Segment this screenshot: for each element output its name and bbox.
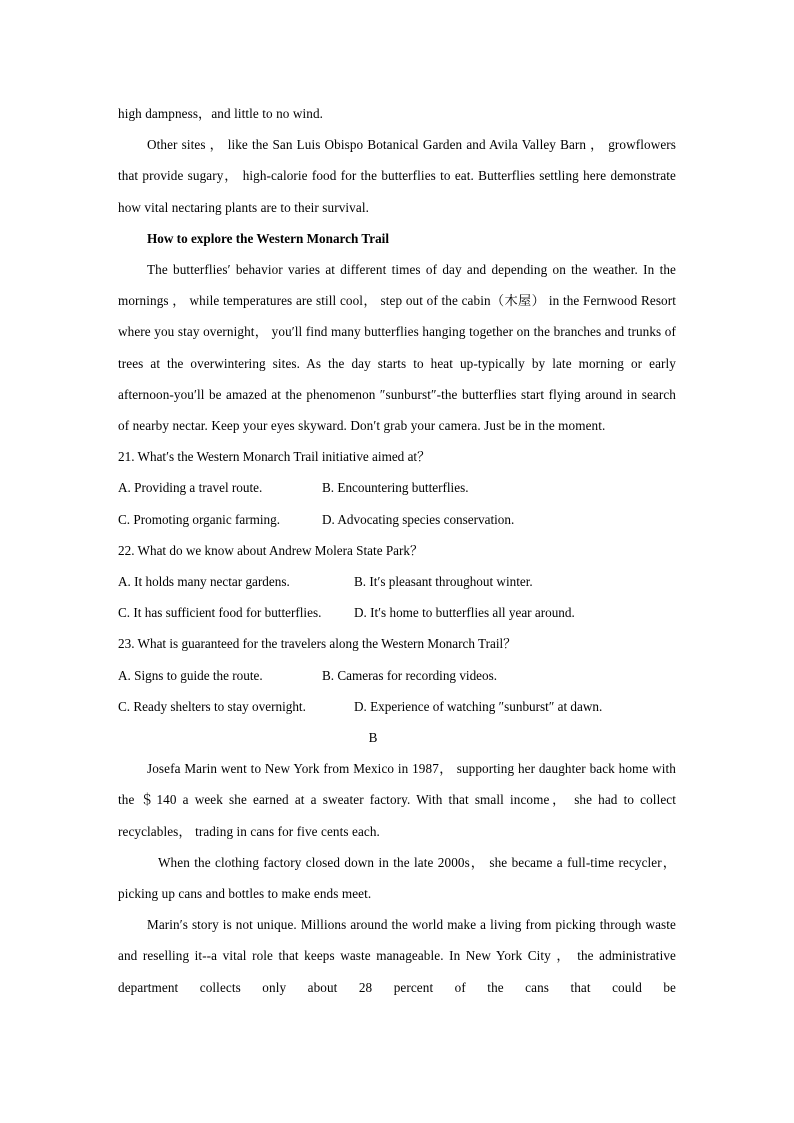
question-23-option-c[interactable]: C. Ready shelters to stay overnight. xyxy=(118,698,306,714)
question-21-option-d[interactable]: D. Advocating species conservation. xyxy=(322,511,515,527)
question-23-option-a[interactable]: A. Signs to guide the route. xyxy=(118,667,263,683)
paragraph-marin-story: Marin′s story is not unique. Millions around the world make a living from picking through waste and reselling it--a vital role that keeps waste manageable. In New York City ， the administrative department collects only about 28 percent of the cans that could be xyxy=(118,917,676,995)
question-23-options-row-1 xyxy=(118,660,676,691)
question-22-option-d[interactable]: D. It′s home to butterflies all year around. xyxy=(354,605,575,621)
question-22-option-b[interactable]: B. It′s pleasant throughout winter. xyxy=(354,574,533,590)
question-21-option-a[interactable]: A. Providing a travel route. xyxy=(118,480,263,496)
section-letter-b: B xyxy=(368,730,378,746)
page-content xyxy=(118,98,676,1034)
question-22-option-a[interactable]: A. It holds many nectar gardens. xyxy=(118,574,290,590)
question-22-options-row-1 xyxy=(118,566,676,597)
question-22-options-row-2 xyxy=(118,597,676,628)
paragraph-josefa-marin: Josefa Marin went to New York from Mexico in 1987， supporting her daughter back home with the ＄140 a week she earned at a sweater factory. With that small income， she had to collect recyclables， trading in cans for five cents each. xyxy=(118,761,676,839)
question-22-option-c[interactable]: C. It has sufficient food for butterflies. xyxy=(118,605,322,621)
question-23-options-row-2 xyxy=(118,691,676,722)
question-21-stem: 21. What′s the Western Monarch Trail initiative aimed at？ xyxy=(118,449,431,465)
question-23-option-b[interactable]: B. Cameras for recording videos. xyxy=(322,667,498,683)
question-21-option-c[interactable]: C. Promoting organic farming. xyxy=(118,511,281,527)
question-23-stem: 23. What is guaranteed for the travelers along the Western Monarch Trail？ xyxy=(118,636,517,652)
question-21-option-b[interactable]: B. Encountering butterflies. xyxy=(322,480,469,496)
section-heading-how-to-explore: How to explore the Western Monarch Trail xyxy=(147,230,389,246)
question-22-stem: 22. What do we know about Andrew Molera State Park？ xyxy=(118,542,424,558)
paragraph-other-sites: Other sites ， like the San Luis Obispo Botanical Garden and Avila Valley Barn ， growflowers that provide sugary， high-calorie food for the butterflies to eat. Butterflies settling here demonstrate how vital nectaring plants are to their survival. xyxy=(118,137,676,215)
question-21-options-row-1 xyxy=(118,472,676,503)
paragraph-butterflies-behavior: The butterflies′ behavior varies at different times of day and depending on the weather. In the mornings ， while temperatures are still cool， step out of the cabin（木屋） in the Fernwood Resort where you stay overnight， you′ll find many butterflies hanging together on the branches and trunks of trees at the overwintering sites. As the day starts to heat up-typically by late morning or early afternoon-you′ll be amazed at the phenomenon ″sunburst″-the butterflies start flying around in search of nearby nectar. Keep your eyes skyward. Don′t grab your camera. Just be in the moment. xyxy=(118,262,676,434)
question-23-option-d[interactable]: D. Experience of watching ″sunburst″ at dawn. xyxy=(354,698,603,714)
question-21-options-row-2 xyxy=(118,504,676,535)
paragraph-continuation: high dampness，and little to no wind. xyxy=(118,106,324,121)
paragraph-factory-closed: When the clothing factory closed down in the late 2000s， she became a full-time recycler，picking up cans and bottles to make ends meet. xyxy=(118,854,676,902)
